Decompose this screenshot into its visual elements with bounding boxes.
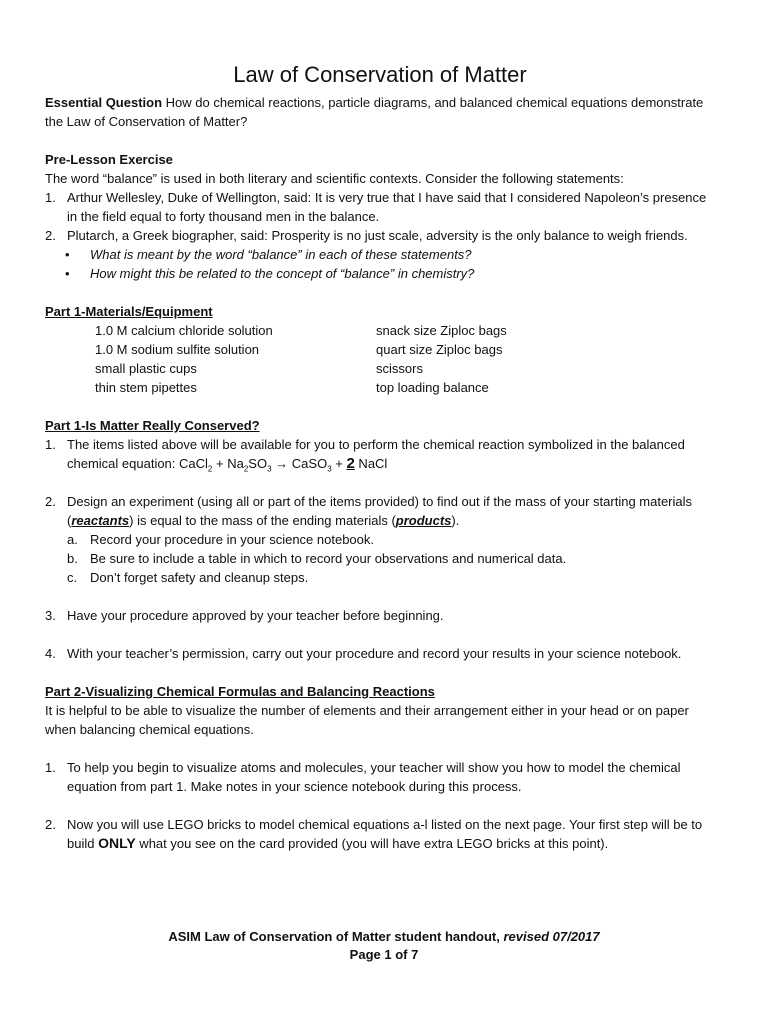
subscript: 2 xyxy=(243,464,249,474)
list-item-text: With your teacher’s permission, carry out your procedure and record your results in your science notebook. xyxy=(67,646,682,661)
footer-text: ASIM Law of Conservation of Matter student handout, xyxy=(168,929,504,944)
list-number: 4. xyxy=(45,646,56,661)
list-item-text: The items listed above will be available for you to perform the chemical reaction symbolized in the balanced chemical equation: xyxy=(67,437,685,471)
list-item xyxy=(45,758,715,796)
list-item-text: Have your procedure approved by your teacher before beginning. xyxy=(67,608,444,623)
list-letter: c. xyxy=(67,570,78,585)
list-item-text: ). xyxy=(451,513,460,528)
material-item: scissors xyxy=(376,361,423,376)
list-number: 1. xyxy=(45,190,56,205)
essential-question xyxy=(45,93,715,131)
subscript: 3 xyxy=(267,464,272,474)
bullet-text: What is meant by the word “balance” in each of these statements? xyxy=(90,247,472,262)
chemical-equation xyxy=(179,455,388,474)
part1-list xyxy=(45,435,715,473)
material-item: top loading balance xyxy=(376,380,489,395)
page-number: Page 1 of 7 xyxy=(349,947,419,962)
formula-text: CaCl xyxy=(179,456,208,471)
part2-intro: It is helpful to be able to visualize the number of elements and their arrangement either in your head or on paper when balancing chemical equations. xyxy=(45,703,689,737)
reaction-arrow-icon: → xyxy=(275,456,289,471)
sub-list-text: Be sure to include a table in which to record your observations and numerical data. xyxy=(90,551,567,566)
sub-list-text: Don’t forget safety and cleanup steps. xyxy=(90,570,309,585)
subscript: 2 xyxy=(207,464,213,474)
list-letter: b. xyxy=(67,551,78,566)
list-item xyxy=(45,644,715,663)
list-item xyxy=(45,815,715,853)
sub-list-item xyxy=(45,549,715,568)
reactants-term: reactants xyxy=(71,513,130,528)
list-item xyxy=(45,226,715,245)
part1-sub-list xyxy=(45,530,715,587)
bullet-text: How might this be related to the concept of “balance” in chemistry? xyxy=(90,266,475,281)
part2-heading: Part 2-Visualizing Chemical Formulas and Balancing Reactions xyxy=(45,684,435,699)
footer-revision: revised 07/2017 xyxy=(503,929,600,944)
only-emphasis: ONLY xyxy=(98,835,136,851)
part2-list xyxy=(45,758,715,796)
list-item xyxy=(45,435,715,473)
sub-list-item xyxy=(45,568,715,587)
document-page xyxy=(45,60,715,853)
bullet-icon: • xyxy=(65,266,70,281)
sub-list-item xyxy=(45,530,715,549)
list-item xyxy=(45,188,715,226)
list-number: 2. xyxy=(45,494,56,509)
essential-question-label: Essential Question xyxy=(45,95,163,110)
list-item-text: Arthur Wellesley, Duke of Wellington, said: It is very true that I have said that I considered Napoleon’s presence in the field equal to forty thousand men in the balance. xyxy=(67,190,707,224)
materials-heading: Part 1-Materials/Equipment xyxy=(45,304,213,319)
list-number: 1. xyxy=(45,760,56,775)
material-item: quart size Ziploc bags xyxy=(376,342,503,357)
list-number: 3. xyxy=(45,608,56,623)
pre-lesson-intro: The word “balance” is used in both literary and scientific contexts. Consider the following statements: xyxy=(45,171,624,186)
footer-title xyxy=(0,928,768,946)
bullet-icon: • xyxy=(65,247,70,262)
list-number: 1. xyxy=(45,437,56,452)
products-term: products xyxy=(395,513,452,528)
essential-question-text: How do chemical reactions, particle diagrams, and balanced chemical equations demonstrate the Law of Conservation of Matter? xyxy=(45,95,704,129)
list-item-text: To help you begin to visualize atoms and molecules, your teacher will show you how to model the chemical equation from part 1. Make notes in your science notebook during this process. xyxy=(67,760,681,794)
pre-lesson-list xyxy=(45,188,715,245)
bullet-item xyxy=(45,245,715,264)
formula-text: SO xyxy=(248,456,268,471)
coefficient: 2 xyxy=(346,455,355,472)
material-item: 1.0 M sodium sulfite solution xyxy=(95,342,260,357)
list-item xyxy=(45,606,715,625)
list-item-text: Plutarch, a Greek biographer, said: Prosperity is no just scale, adversity is the only balance to weigh friends. xyxy=(67,228,688,243)
formula-text: NaCl xyxy=(354,456,388,471)
formula-text: CaSO xyxy=(291,456,328,471)
list-item-text: what you see on the card provided (you will have extra LEGO bricks at this point). xyxy=(135,836,609,851)
material-item: snack size Ziploc bags xyxy=(376,323,507,338)
part1-list-step3 xyxy=(45,606,715,625)
part2-list-continued xyxy=(45,815,715,853)
list-item-text: Design an experiment (using all or part of the items provided) to find out if the mass of your starting materials ( xyxy=(67,494,693,528)
list-number: 2. xyxy=(45,817,56,832)
pre-lesson-heading: Pre-Lesson Exercise xyxy=(45,152,173,167)
material-item: thin stem pipettes xyxy=(95,380,197,395)
plus-sign: + xyxy=(331,456,347,471)
page-title: Law of Conservation of Matter xyxy=(233,62,527,87)
bullet-item xyxy=(45,264,715,283)
part1-list-continued xyxy=(45,492,715,530)
part1-heading: Part 1-Is Matter Really Conserved? xyxy=(45,418,260,433)
materials-list xyxy=(45,321,715,397)
list-item xyxy=(45,492,715,530)
material-item: small plastic cups xyxy=(95,361,197,376)
list-item-text: ) is equal to the mass of the ending materials ( xyxy=(129,513,396,528)
sub-list-text: Record your procedure in your science notebook. xyxy=(90,532,374,547)
formula-text: Na xyxy=(227,456,244,471)
plus-sign: + xyxy=(212,456,228,471)
list-item-text: Now you will use LEGO bricks to model chemical equations a-l listed on the next page. Your first step will be to build xyxy=(67,817,703,851)
material-item: 1.0 M calcium chloride solution xyxy=(95,323,273,338)
pre-lesson-questions xyxy=(45,245,715,283)
page-footer xyxy=(0,928,768,964)
list-number: 2. xyxy=(45,228,56,243)
list-letter: a. xyxy=(67,532,78,547)
part1-list-step4 xyxy=(45,644,715,663)
subscript: 3 xyxy=(327,464,332,474)
